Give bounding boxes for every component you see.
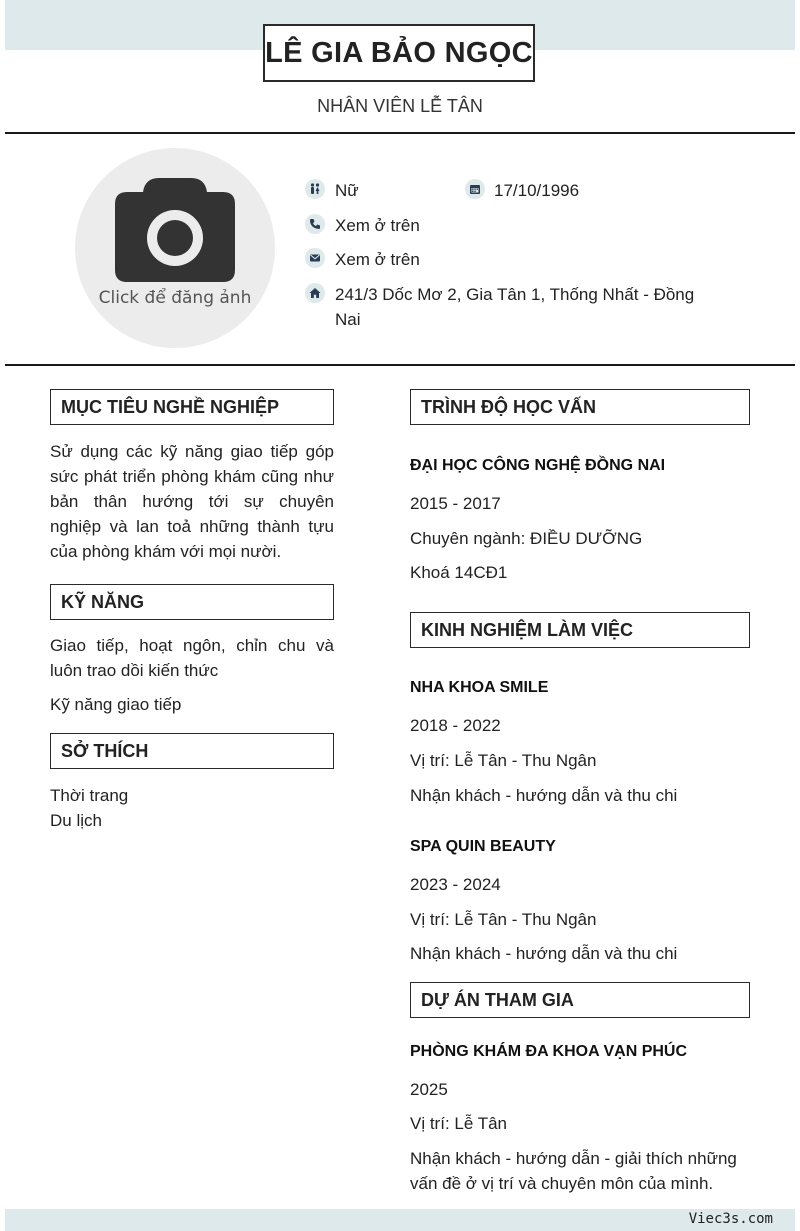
section-title: KỸ NĂNG: [61, 591, 145, 612]
hobby-item: Thời trang: [50, 786, 129, 805]
candidate-name: LÊ GIA BẢO NGỌC: [265, 36, 533, 69]
bottom-accent-band: [5, 1209, 795, 1231]
education-class: Khoá 14CĐ1: [410, 563, 508, 582]
camera-icon: [115, 178, 235, 282]
site-watermark: Viec3s.com: [688, 1211, 773, 1227]
email-icon: [305, 248, 325, 268]
section-skills: [50, 584, 334, 620]
project-name: PHÒNG KHÁM ĐA KHOA VẠN PHÚC: [410, 1043, 688, 1060]
section-education: [410, 389, 750, 425]
section-work-experience: [410, 612, 750, 648]
job-company: SPA QUIN BEAUTY: [410, 838, 556, 855]
job-position: NHÂN VIÊN LỄ TÂN: [317, 96, 483, 116]
job-role: Vị trí: Lễ Tân - Thu Ngân: [410, 751, 597, 770]
job-description: Nhận khách - hướng dẫn và thu chi: [410, 944, 678, 963]
birthday-value: 17/10/1996: [494, 181, 580, 200]
section-title: KINH NGHIỆM LÀM VIỆC: [421, 619, 634, 640]
section-title: SỞ THÍCH: [61, 740, 149, 761]
section-projects: [410, 982, 750, 1018]
section-hobbies: [50, 733, 334, 769]
career-objective-text: Sử dụng các kỹ năng giao tiếp góp sức phát triển phòng khám cũng như bản thân hướng tới sự chuyên nghiệp và lan toả những thành tựu của phòng khám với mọi nười.: [50, 442, 334, 561]
info-divider: [5, 364, 795, 366]
job-description: Nhận khách - hướng dẫn và thu chi: [410, 786, 678, 805]
header-divider: [5, 132, 795, 134]
skill-item: Giao tiếp, hoạt ngôn, chỉn chu và luôn trao dồi kiến thức: [50, 636, 334, 680]
education-years: 2015 - 2017: [410, 494, 501, 513]
education-major: Chuyên ngành: ĐIỀU DƯỠNG: [410, 529, 643, 548]
profile-photo-upload[interactable]: [75, 148, 275, 348]
email-value: Xem ở trên: [335, 250, 420, 269]
phone-icon: [305, 214, 325, 234]
phone-value: Xem ở trên: [335, 216, 420, 235]
job-years: 2023 - 2024: [410, 875, 501, 894]
skill-item: Kỹ năng giao tiếp: [50, 695, 182, 714]
upload-photo-label: Click để đăng ảnh: [98, 288, 252, 308]
home-icon: [305, 283, 325, 303]
calendar-icon: [465, 179, 485, 199]
section-title: TRÌNH ĐỘ HỌC VẤN: [421, 396, 596, 417]
section-title: DỰ ÁN THAM GIA: [421, 989, 574, 1010]
gender-value: Nữ: [335, 181, 359, 200]
job-role: Vị trí: Lễ Tân - Thu Ngân: [410, 910, 597, 929]
project-year: 2025: [410, 1080, 448, 1099]
name-box: [263, 24, 535, 82]
section-career-objective: [50, 389, 334, 425]
section-title: MỤC TIÊU NGHỀ NGHIỆP: [61, 396, 280, 417]
project-role: Vị trí: Lễ Tân: [410, 1114, 508, 1133]
address-value: 241/3 Dốc Mơ 2, Gia Tân 1, Thống Nhất - Đồng Nai: [335, 285, 695, 329]
gender-icon: [305, 179, 325, 199]
job-company: NHA KHOA SMILE: [410, 679, 549, 696]
school-name: ĐẠI HỌC CÔNG NGHỆ ĐỒNG NAI: [410, 457, 666, 474]
project-description: Nhận khách - hướng dẫn - giải thích những vấn đề ở vị trí và chuyên môn của mình.: [410, 1149, 737, 1193]
job-years: 2018 - 2022: [410, 716, 501, 735]
hobby-item: Du lịch: [50, 811, 102, 830]
